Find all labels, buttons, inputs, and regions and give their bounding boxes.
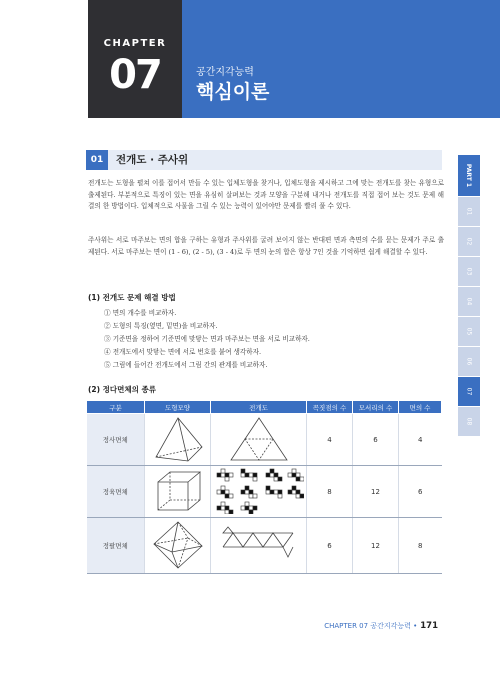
- tab-label: 05: [465, 327, 473, 336]
- tab-03[interactable]: [458, 257, 480, 287]
- octahedron-shape: [148, 520, 208, 570]
- tetrahedron-net-shape: [223, 415, 295, 463]
- edge-count: 12: [353, 466, 399, 518]
- table-row: [87, 466, 442, 518]
- column-header: 면의 수: [399, 401, 442, 414]
- polyhedron-name: 정사면체: [87, 414, 145, 466]
- tab-06[interactable]: [458, 347, 480, 377]
- cube-nets: [211, 466, 307, 518]
- tetrahedron-figure: [145, 414, 211, 466]
- paragraph-net: 전개도는 도형을 펼쳐 이를 접어서 만들 수 있는 입체도형을 찾거나, 입체도형을 제시하고 그에 맞는 전개도를 찾는 유형으로 출제된다. 부분적으로 특징이 있는 면을 유심히 살펴보는 것과 모양을 구분해 내거나 전개도를 직접 접어 보는 것도 문제 해결의 한 방법이다. 입체적으로 사물을 그릴 수 있는 능력이 있어야만 문제를 빨리 풀 수 있다.: [88, 179, 444, 210]
- tab-part-1[interactable]: [458, 155, 480, 197]
- table-heading: (2) 정다면체의 종류: [88, 385, 157, 394]
- method-step: ④ 전개도에서 맞닿는 면에 서로 번호를 붙여 생각하자.: [104, 348, 262, 356]
- table-header-row: [87, 401, 442, 414]
- edge-count: 6: [353, 414, 399, 466]
- face-count: 8: [399, 518, 442, 574]
- method-step: ③ 기준면을 정하여 기준면에 맞닿는 면과 마주보는 면을 서로 비교하자.: [104, 335, 310, 343]
- octahedron-figure: [145, 518, 211, 574]
- tab-label: 06: [465, 357, 473, 366]
- column-header: 도형모양: [145, 401, 211, 414]
- tab-05[interactable]: [458, 317, 480, 347]
- tab-label: 08: [465, 417, 473, 426]
- tab-02[interactable]: [458, 227, 480, 257]
- face-count: 4: [399, 414, 442, 466]
- tetrahedron-shape: [148, 415, 208, 463]
- section-title: 전개도 · 주사위: [116, 154, 189, 166]
- tab-08[interactable]: [458, 407, 480, 437]
- tetrahedron-net: [211, 414, 307, 466]
- octahedron-net: [211, 518, 307, 574]
- polyhedra-table: [86, 400, 442, 574]
- tab-04[interactable]: [458, 287, 480, 317]
- octahedron-net-shape: [219, 525, 299, 565]
- tab-label: 03: [465, 267, 473, 276]
- vertex-count: 6: [307, 518, 353, 574]
- side-tab-nav: [458, 155, 480, 437]
- column-header: 전개도: [211, 401, 307, 414]
- chapter-label: CHAPTER: [103, 38, 167, 49]
- edge-count: 12: [353, 518, 399, 574]
- page-number: 171: [420, 621, 438, 631]
- cube-nets-shape: [214, 468, 304, 514]
- paragraph-dice: 주사위는 서로 마주보는 면의 합을 구하는 유형과 주사위를 굴려 보이지 않는 반대편 면과 측면의 수를 묻는 문제가 주로 출제된다. 서로 마주보는 면이 (1 - 6), (2 - 5), (3 - 4)로 두 면의 눈의 합은 항상 7인 것을 기억하면 쉽게 해결할 수 있다.: [88, 236, 444, 256]
- column-header: 구분: [87, 401, 145, 414]
- tab-label: 04: [465, 297, 473, 306]
- polyhedron-name: 정팔면체: [87, 518, 145, 574]
- chapter-number: 07: [109, 52, 161, 98]
- vertex-count: 8: [307, 466, 353, 518]
- method-step: ① 면의 개수를 비교하자.: [104, 309, 177, 317]
- chapter-title: 핵심이론: [196, 81, 270, 103]
- tab-label: 07: [465, 387, 473, 396]
- face-count: 6: [399, 466, 442, 518]
- method-heading: (1) 전개도 문제 해결 방법: [88, 293, 176, 302]
- vertex-count: 4: [307, 414, 353, 466]
- section-number: 01: [86, 150, 108, 170]
- tab-label: PART 1: [465, 163, 473, 188]
- column-header: 꼭짓점의 수: [307, 401, 353, 414]
- tab-07-active[interactable]: [458, 377, 480, 407]
- table-row: [87, 518, 442, 574]
- table-row: [87, 414, 442, 466]
- footer-chapter-text: CHAPTER 07 공간지각능력 •: [324, 622, 418, 630]
- cube-figure: [145, 466, 211, 518]
- method-step: ② 도형의 특징(옆면, 밑면)을 비교하자.: [104, 322, 218, 330]
- method-step: ⑤ 그림에 들어간 전개도에서 그림 간의 관계를 비교하자.: [104, 361, 268, 369]
- cube-shape: [148, 468, 208, 514]
- polyhedron-name: 정육면체: [87, 466, 145, 518]
- tab-01[interactable]: [458, 197, 480, 227]
- page-footer: [324, 621, 438, 631]
- tab-label: 02: [465, 237, 473, 246]
- column-header: 모서리의 수: [353, 401, 399, 414]
- chapter-subtitle: 공간지각능력: [196, 67, 254, 78]
- tab-label: 01: [465, 207, 473, 216]
